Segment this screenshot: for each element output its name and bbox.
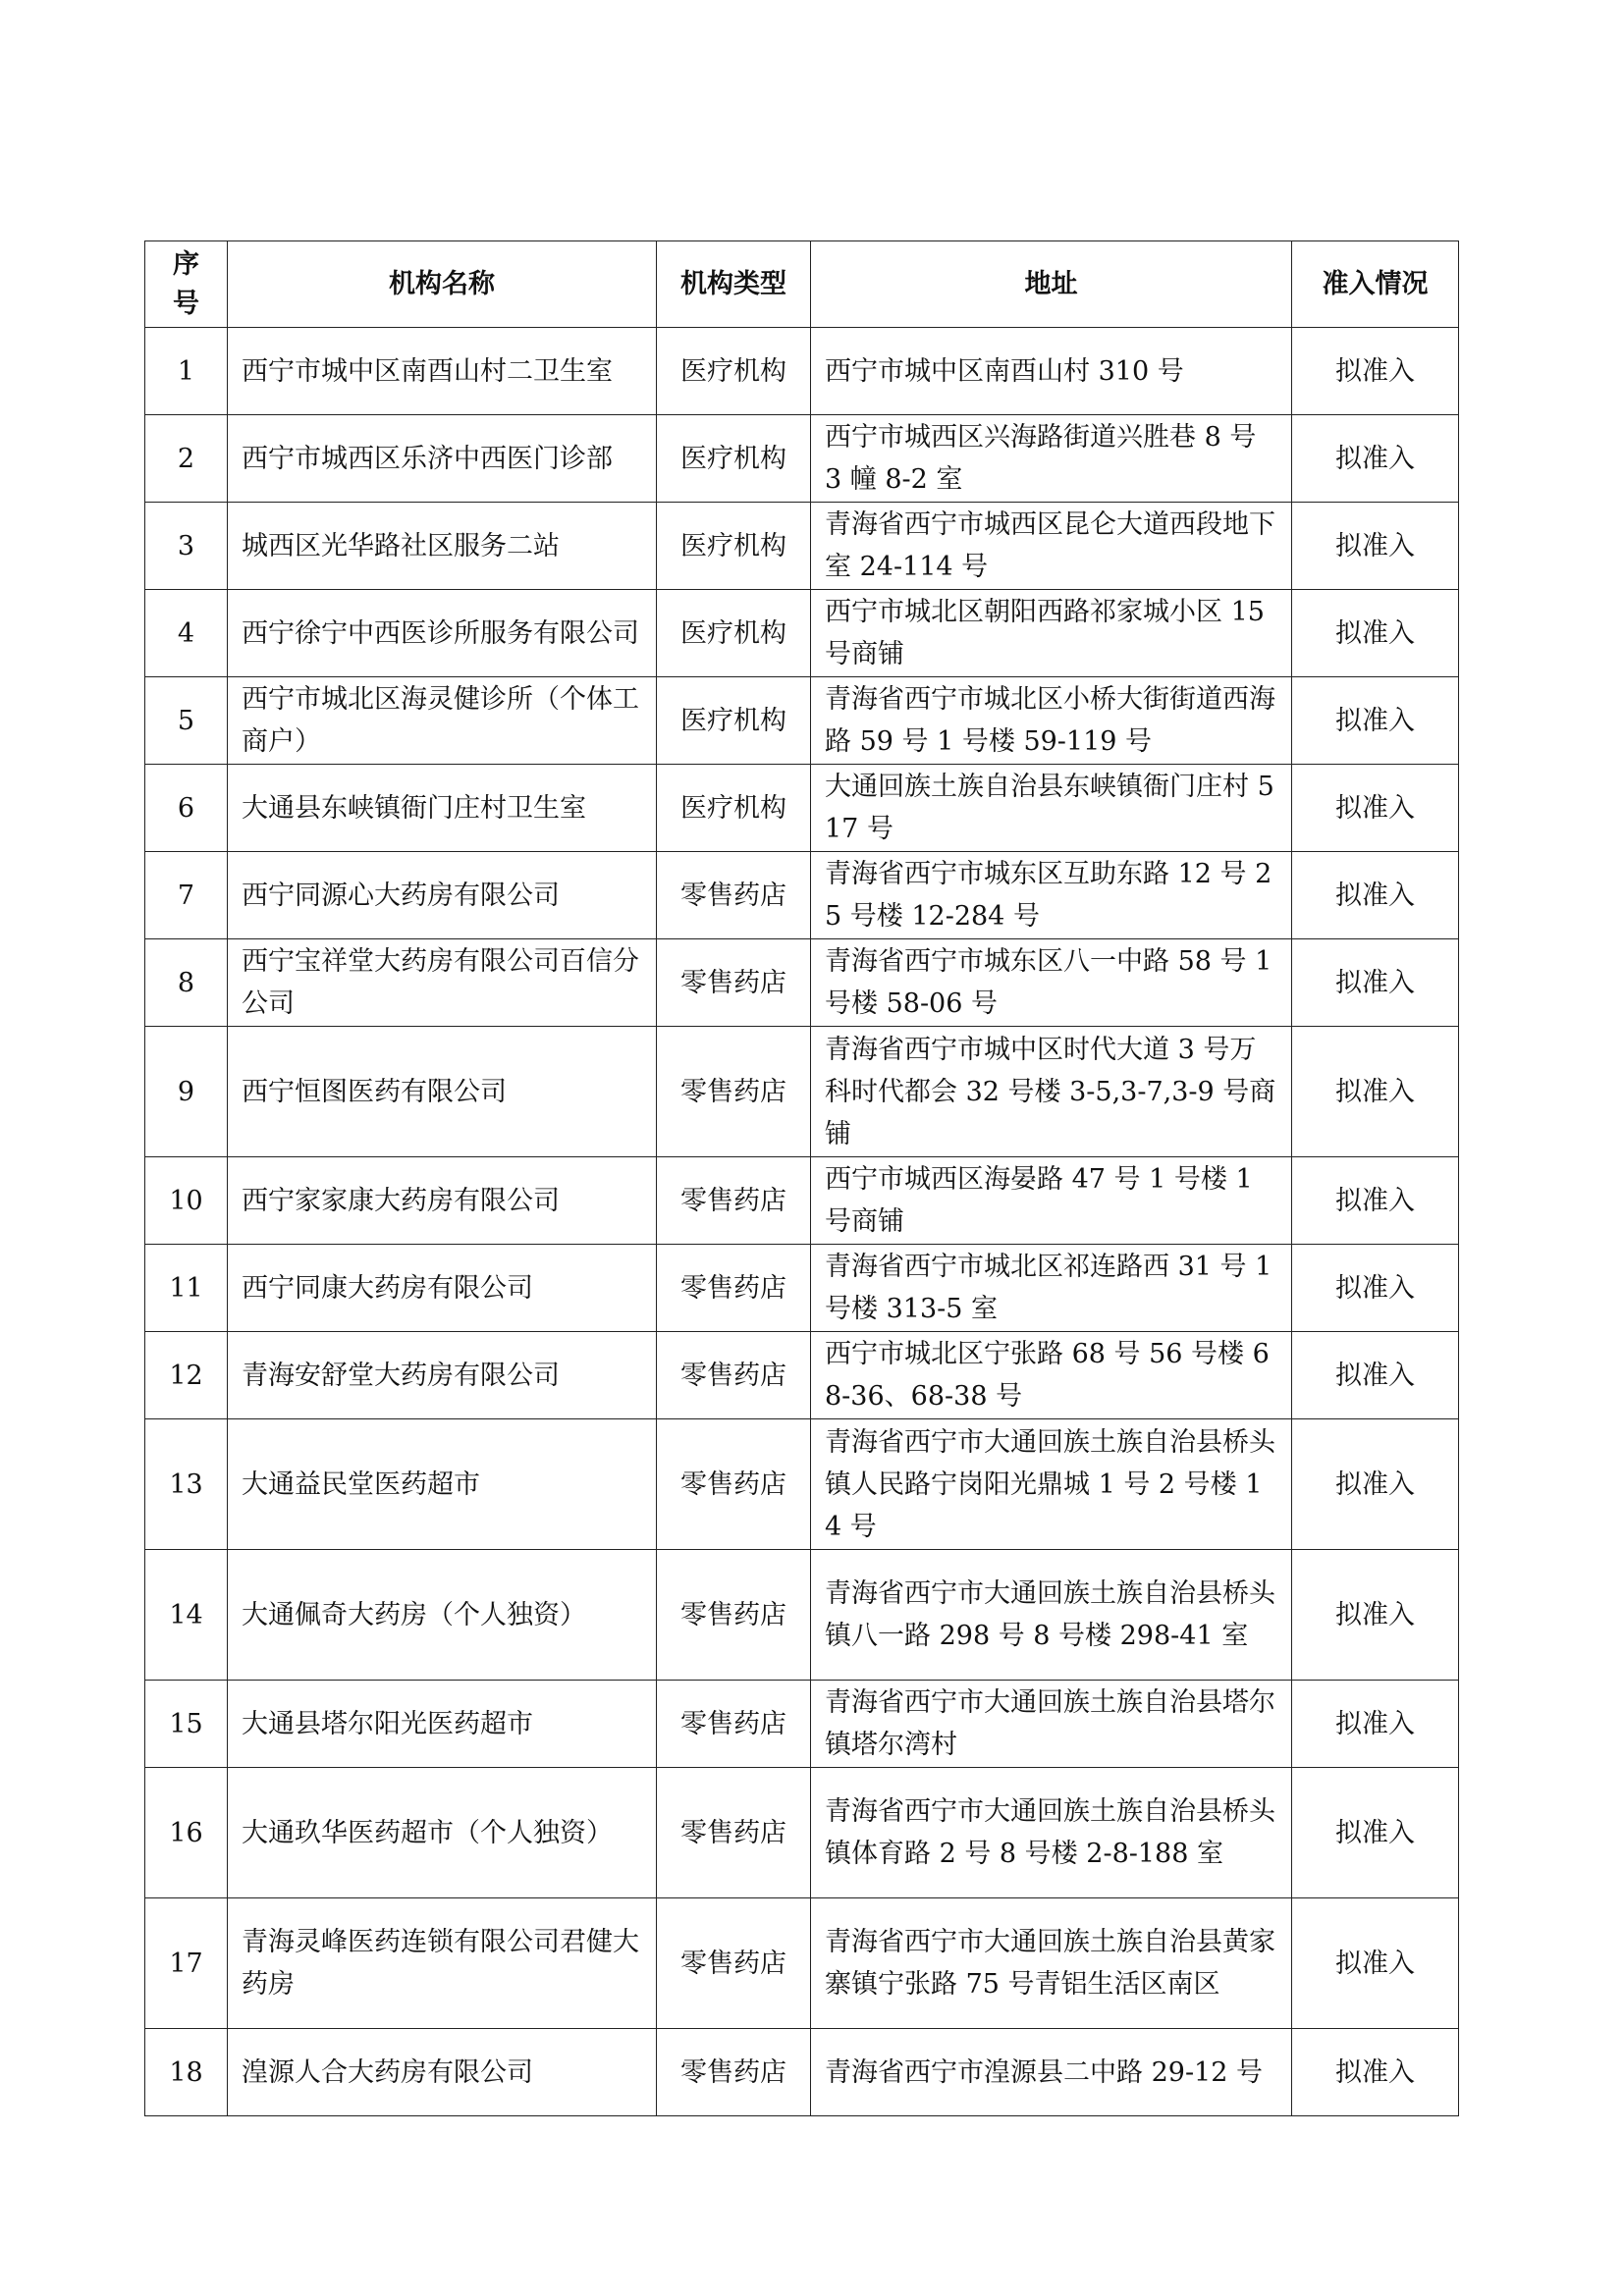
cell-index: 3 [145,503,228,590]
header-name: 机构名称 [228,241,657,328]
cell-address: 青海省西宁市湟源县二中路 29-12 号 [811,2029,1292,2116]
cell-address: 西宁市城西区兴海路街道兴胜巷 8 号 3 幢 8-2 室 [811,415,1292,503]
cell-index: 1 [145,328,228,415]
table-row [145,765,1459,852]
cell-type: 医疗机构 [657,415,811,503]
table-row [145,1681,1459,1768]
cell-index: 6 [145,765,228,852]
cell-address: 青海省西宁市城中区时代大道 3 号万科时代都会 32 号楼 3-5,3-7,3-9 号商铺 [811,1027,1292,1157]
table-row [145,1027,1459,1157]
cell-type: 医疗机构 [657,590,811,677]
cell-address: 青海省西宁市城北区祁连路西 31 号 1 号楼 313-5 室 [811,1245,1292,1332]
table-row [145,1332,1459,1419]
table-row [145,1768,1459,1898]
cell-type: 零售药店 [657,1027,811,1157]
header-status: 准入情况 [1292,241,1459,328]
cell-address: 青海省西宁市大通回族土族自治县桥头镇八一路 298 号 8 号楼 298-41 室 [811,1550,1292,1681]
cell-status: 拟准入 [1292,2029,1459,2116]
cell-type: 医疗机构 [657,503,811,590]
cell-status: 拟准入 [1292,590,1459,677]
cell-name: 青海安舒堂大药房有限公司 [228,1332,657,1419]
cell-status: 拟准入 [1292,1245,1459,1332]
table-row [145,677,1459,765]
cell-name: 青海灵峰医药连锁有限公司君健大药房 [228,1898,657,2029]
cell-index: 17 [145,1898,228,2029]
table-row [145,590,1459,677]
cell-type: 零售药店 [657,852,811,939]
header-address: 地址 [811,241,1292,328]
cell-status: 拟准入 [1292,1157,1459,1245]
table-row [145,939,1459,1027]
cell-address: 西宁市城北区朝阳西路祁家城小区 15 号商铺 [811,590,1292,677]
cell-status: 拟准入 [1292,852,1459,939]
cell-address: 青海省西宁市大通回族土族自治县黄家寨镇宁张路 75 号青铝生活区南区 [811,1898,1292,2029]
cell-status: 拟准入 [1292,1681,1459,1768]
cell-status: 拟准入 [1292,939,1459,1027]
cell-name: 西宁市城中区南酉山村二卫生室 [228,328,657,415]
table-row [145,1245,1459,1332]
cell-index: 13 [145,1419,228,1550]
cell-name: 城西区光华路社区服务二站 [228,503,657,590]
table-body [145,328,1459,2116]
cell-name: 西宁恒图医药有限公司 [228,1027,657,1157]
cell-name: 西宁同康大药房有限公司 [228,1245,657,1332]
cell-address: 西宁市城中区南酉山村 310 号 [811,328,1292,415]
cell-address: 大通回族土族自治县东峡镇衙门庄村 517 号 [811,765,1292,852]
cell-type: 零售药店 [657,939,811,1027]
institution-table [144,240,1459,2116]
cell-status: 拟准入 [1292,1898,1459,2029]
cell-type: 零售药店 [657,1157,811,1245]
cell-address: 青海省西宁市城东区互助东路 12 号 25 号楼 12-284 号 [811,852,1292,939]
cell-address: 青海省西宁市大通回族土族自治县桥头镇体育路 2 号 8 号楼 2-8-188 室 [811,1768,1292,1898]
cell-status: 拟准入 [1292,1332,1459,1419]
table-row [145,852,1459,939]
header-index: 序 号 [145,241,228,328]
table-row [145,1419,1459,1550]
cell-type: 零售药店 [657,1768,811,1898]
cell-name: 西宁市城北区海灵健诊所（个体工商户） [228,677,657,765]
cell-type: 医疗机构 [657,765,811,852]
cell-type: 零售药店 [657,1550,811,1681]
cell-type: 零售药店 [657,1898,811,2029]
cell-type: 医疗机构 [657,328,811,415]
table-row [145,415,1459,503]
cell-address: 西宁市城北区宁张路 68 号 56 号楼 68-36、68-38 号 [811,1332,1292,1419]
header-type: 机构类型 [657,241,811,328]
cell-address: 青海省西宁市城北区小桥大街街道西海路 59 号 1 号楼 59-119 号 [811,677,1292,765]
table-row [145,328,1459,415]
cell-type: 零售药店 [657,1332,811,1419]
cell-name: 西宁同源心大药房有限公司 [228,852,657,939]
cell-name: 大通县塔尔阳光医药超市 [228,1681,657,1768]
table-row [145,1550,1459,1681]
cell-type: 零售药店 [657,1681,811,1768]
cell-address: 西宁市城西区海晏路 47 号 1 号楼 1 号商铺 [811,1157,1292,1245]
cell-address: 青海省西宁市城东区八一中路 58 号 1 号楼 58-06 号 [811,939,1292,1027]
cell-index: 10 [145,1157,228,1245]
cell-index: 15 [145,1681,228,1768]
table-row [145,1157,1459,1245]
cell-index: 11 [145,1245,228,1332]
cell-index: 4 [145,590,228,677]
cell-name: 大通佩奇大药房（个人独资） [228,1550,657,1681]
cell-index: 8 [145,939,228,1027]
cell-index: 5 [145,677,228,765]
cell-index: 16 [145,1768,228,1898]
cell-status: 拟准入 [1292,677,1459,765]
cell-status: 拟准入 [1292,1027,1459,1157]
cell-address: 青海省西宁市城西区昆仑大道西段地下室 24-114 号 [811,503,1292,590]
cell-name: 西宁家家康大药房有限公司 [228,1157,657,1245]
cell-index: 18 [145,2029,228,2116]
cell-index: 9 [145,1027,228,1157]
cell-index: 2 [145,415,228,503]
cell-name: 西宁市城西区乐济中西医门诊部 [228,415,657,503]
cell-name: 大通益民堂医药超市 [228,1419,657,1550]
cell-name: 西宁宝祥堂大药房有限公司百信分公司 [228,939,657,1027]
cell-status: 拟准入 [1292,1550,1459,1681]
cell-status: 拟准入 [1292,503,1459,590]
cell-index: 14 [145,1550,228,1681]
cell-status: 拟准入 [1292,415,1459,503]
cell-address: 青海省西宁市大通回族土族自治县塔尔镇塔尔湾村 [811,1681,1292,1768]
cell-type: 医疗机构 [657,677,811,765]
cell-address: 青海省西宁市大通回族土族自治县桥头镇人民路宁岗阳光鼎城 1 号 2 号楼 14 号 [811,1419,1292,1550]
cell-name: 湟源人合大药房有限公司 [228,2029,657,2116]
table-header-row [145,241,1459,328]
cell-status: 拟准入 [1292,328,1459,415]
table-row [145,503,1459,590]
cell-status: 拟准入 [1292,765,1459,852]
cell-index: 12 [145,1332,228,1419]
cell-type: 零售药店 [657,1245,811,1332]
cell-status: 拟准入 [1292,1768,1459,1898]
table-row [145,2029,1459,2116]
cell-type: 零售药店 [657,1419,811,1550]
cell-name: 大通玖华医药超市（个人独资） [228,1768,657,1898]
table-row [145,1898,1459,2029]
cell-index: 7 [145,852,228,939]
cell-name: 大通县东峡镇衙门庄村卫生室 [228,765,657,852]
cell-status: 拟准入 [1292,1419,1459,1550]
cell-type: 零售药店 [657,2029,811,2116]
cell-name: 西宁徐宁中西医诊所服务有限公司 [228,590,657,677]
